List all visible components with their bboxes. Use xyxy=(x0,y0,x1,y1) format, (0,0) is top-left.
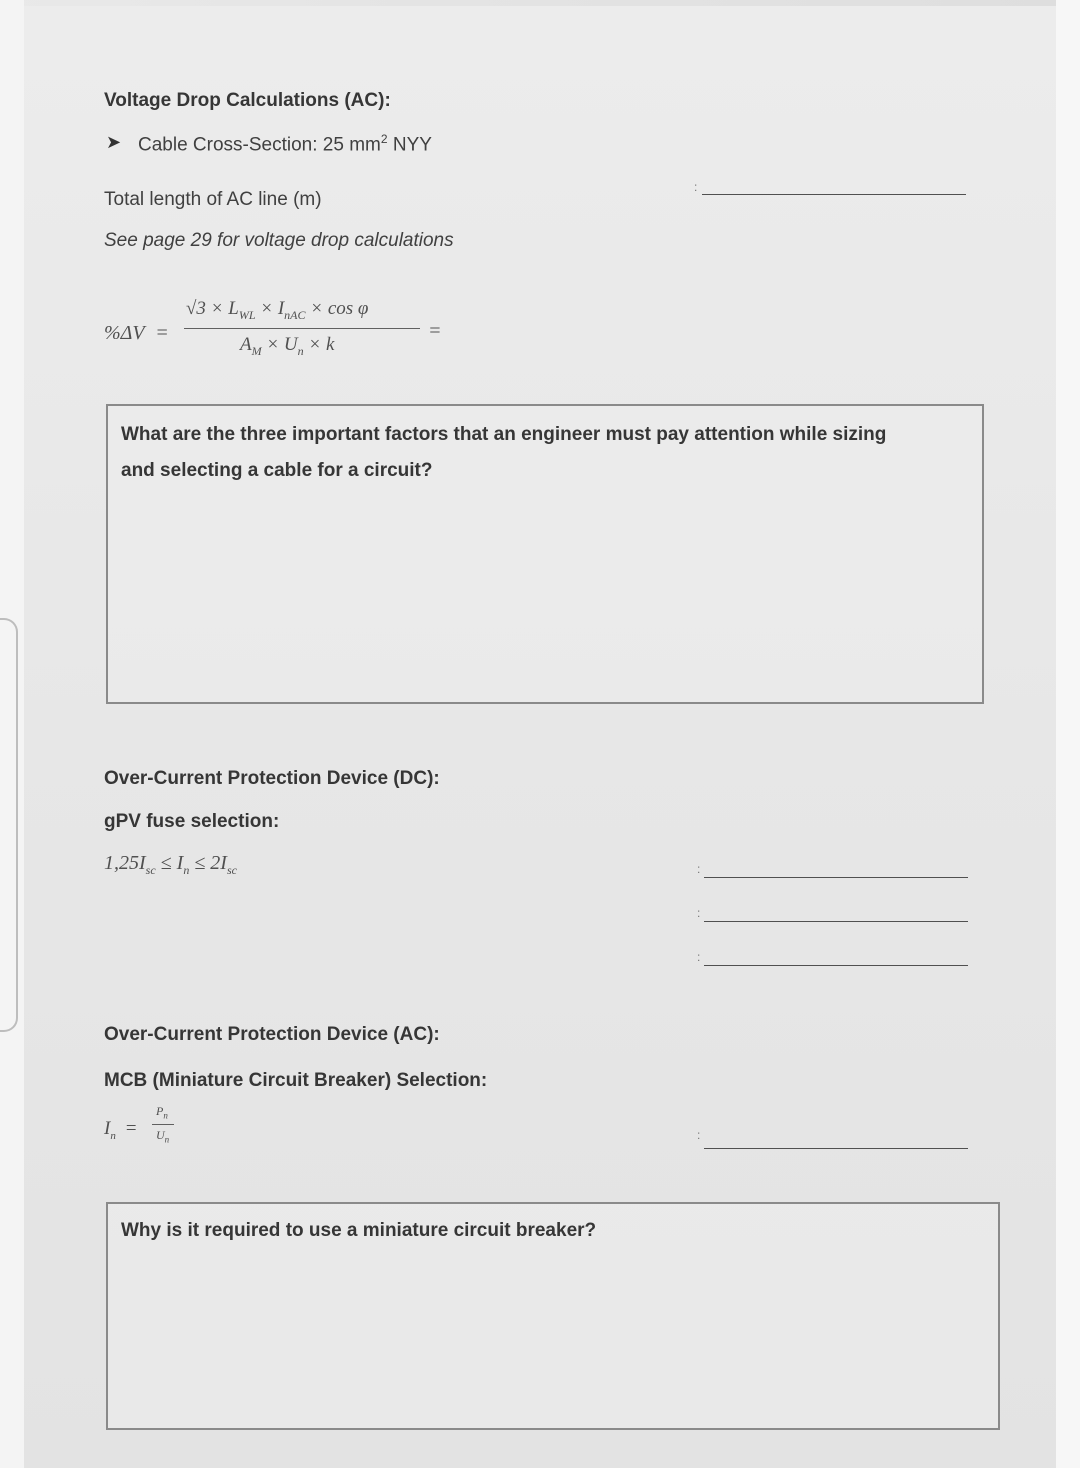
dc-answer-colon-1: : xyxy=(697,862,701,876)
num-part3: × cos φ xyxy=(305,298,369,319)
fuse-formula-c: ≤ 2I xyxy=(189,852,227,874)
formula-equals: = xyxy=(155,322,169,344)
formula-denominator xyxy=(240,334,334,359)
cable-label: Cable Cross-Section: 25 mm xyxy=(138,134,381,156)
mcb-pn: P xyxy=(156,1104,164,1118)
arrow-bullet-icon: ➤ xyxy=(106,132,122,152)
side-tab-outline xyxy=(0,618,18,1032)
den-sub1: M xyxy=(251,343,262,358)
ac-answer-colon: : xyxy=(697,1128,701,1142)
question1-line1: What are the three important factors that an engineer must pay attention while sizing xyxy=(121,424,887,445)
num-part2: × I xyxy=(255,298,285,319)
mcb-pn-sub: n xyxy=(163,1110,168,1121)
den-part2: × U xyxy=(261,334,298,355)
ac-answer-line[interactable] xyxy=(704,1148,968,1149)
mcb-selection-heading: MCB (Miniature Circuit Breaker) Selection: xyxy=(104,1070,488,1091)
see-page-note: See page 29 for voltage drop calculations xyxy=(104,230,454,251)
dc-answer-line-3[interactable] xyxy=(704,965,968,966)
formula-numerator xyxy=(186,298,368,323)
gpv-fuse-heading: gPV fuse selection: xyxy=(104,811,280,832)
den-part3: × k xyxy=(303,334,335,355)
question1-answer-box[interactable] xyxy=(106,404,984,704)
mcb-in: I xyxy=(104,1118,111,1139)
mcb-formula-lhs xyxy=(104,1118,137,1142)
den-sub2: n xyxy=(297,343,304,358)
question2-text: Why is it required to use a miniature circuit breaker? xyxy=(121,1220,597,1241)
fuse-formula-c-sub: sc xyxy=(226,863,237,877)
mcb-in-sub: n xyxy=(110,1129,116,1142)
cable-bullet xyxy=(106,132,121,153)
cable-superscript: 2 xyxy=(380,132,388,146)
fuse-formula-b: ≤ I xyxy=(155,852,184,874)
cable-type: NYY xyxy=(392,134,432,156)
num-sub1: WL xyxy=(238,307,256,322)
total-length-answer-line[interactable] xyxy=(702,194,966,195)
question1-line2: and selecting a cable for a circuit? xyxy=(121,460,433,481)
voltage-drop-heading: Voltage Drop Calculations (AC): xyxy=(104,90,391,111)
fuse-formula-b-sub: n xyxy=(183,863,190,877)
total-length-colon: : xyxy=(694,180,698,194)
cable-cross-section xyxy=(138,132,432,156)
fuse-formula-a-sub: sc xyxy=(145,863,156,877)
gpv-fuse-formula xyxy=(104,852,237,878)
num-part1: √3 × L xyxy=(186,298,239,319)
dc-answer-line-2[interactable] xyxy=(704,921,968,922)
total-length-label: Total length of AC line (m) xyxy=(104,189,322,210)
mcb-fraction-bar xyxy=(152,1124,174,1125)
mcb-un: U xyxy=(156,1128,165,1142)
formula-trailing-equals: = xyxy=(428,320,442,342)
right-margin xyxy=(1056,0,1080,1468)
percent-delta-v: %ΔV xyxy=(104,322,145,344)
ocpd-ac-heading: Over-Current Protection Device (AC): xyxy=(104,1024,440,1045)
dc-answer-colon-2: : xyxy=(697,906,701,920)
dc-answer-line-1[interactable] xyxy=(704,877,968,878)
den-part1: A xyxy=(240,334,252,355)
formula-fraction-bar xyxy=(184,328,420,329)
formula-lhs xyxy=(104,322,169,345)
dc-answer-colon-3: : xyxy=(697,950,701,964)
num-sub2: nAC xyxy=(284,307,306,322)
mcb-formula-denominator xyxy=(156,1128,169,1144)
mcb-un-sub: n xyxy=(164,1134,170,1145)
mcb-equals: = xyxy=(124,1118,138,1139)
ocpd-dc-heading: Over-Current Protection Device (DC): xyxy=(104,768,440,789)
mcb-formula-numerator xyxy=(156,1104,168,1120)
fuse-formula-a: 1,25I xyxy=(104,852,146,874)
